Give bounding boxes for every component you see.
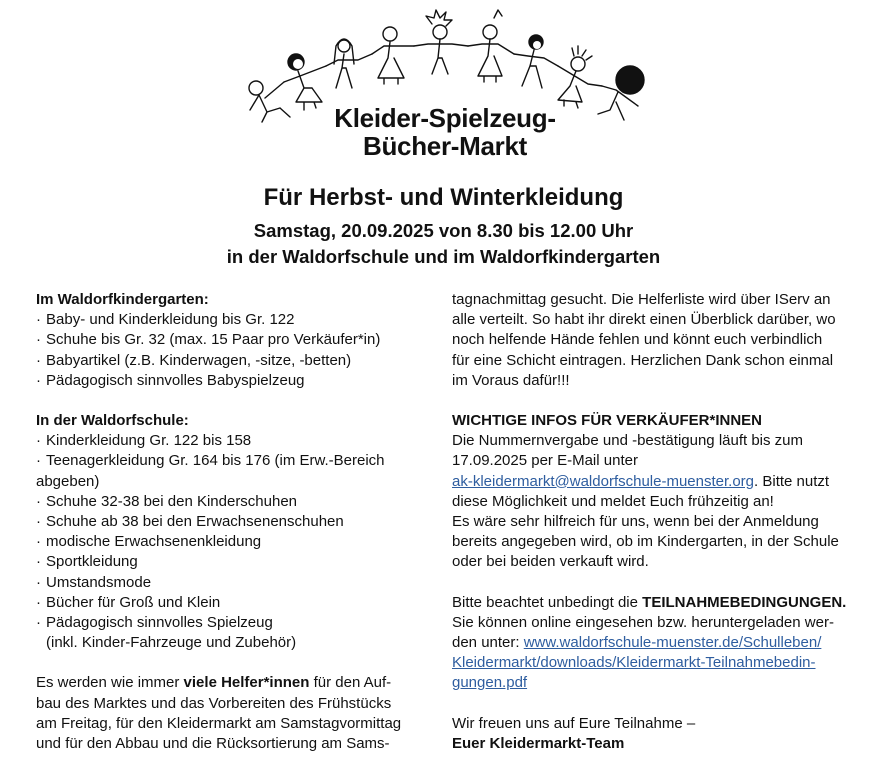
email-link[interactable]: ak-kleidermarkt@waldorfschule-muenster.org [452, 472, 755, 490]
list-item: · Baby- und Kinderkleidung bis Gr. 122 [36, 311, 295, 329]
event-title-line2: Bücher-Markt [363, 131, 527, 161]
child-figure-4 [372, 27, 414, 84]
child-figure-7 [514, 35, 558, 88]
child-figure-5 [414, 10, 468, 74]
schule-section-title: In der Waldorfschule: [36, 412, 189, 430]
conditions-url-link[interactable]: www.waldorfschule-muenster.de/Schulleben/ [523, 634, 822, 652]
left-column [36, 290, 436, 754]
conditions-emphasis: TEILNAHMEBEDINGUNGEN. [642, 593, 847, 611]
child-figure-9 [598, 66, 644, 120]
list-item-continuation: abgeben) [36, 472, 100, 490]
child-figure-6 [468, 10, 514, 82]
seller-info-title: WICHTIGE INFOS FÜR VERKÄUFER*INNEN [452, 412, 763, 430]
list-item: · modische Erwachsenenkleidung [36, 533, 262, 551]
list-item: · Pädagogisch sinnvolles Babyspielzeug [36, 371, 305, 389]
conditions-url-link[interactable]: gungen.pdf [452, 674, 528, 692]
kindergarten-section-title: Im Waldorfkindergarten: [36, 291, 209, 308]
list-item: · Schuhe 32-38 bei den Kinderschuhen [36, 492, 298, 510]
helpers-emphasis: viele Helfer*innen [183, 674, 310, 692]
closing-line: Wir freuen uns auf Eure Teilnahme – [452, 714, 696, 732]
list-item: · Sportkleidung [36, 553, 138, 571]
date-line: Samstag, 20.09.2025 von 8.30 bis 12.00 Uhr [253, 220, 634, 241]
conditions-section: Bitte beachtet unbedingt die TEILNAHMEBEDINGUNGEN. Sie können online eingesehen bzw. heruntergeladen wer- den unter: www.waldorfschule-muenster.de/Schulleben/ Kleidermarkt/downloads/Kleidermarkt-Teilnahmebedin- gungen.pdf [452, 593, 847, 692]
child-figure-1 [249, 81, 290, 122]
conditions-url-link[interactable]: Kleidermarkt/downloads/Kleidermarkt-Teilnahmebedin- [452, 654, 816, 672]
headline: Für Herbst- und Winterkleidung [263, 184, 624, 211]
list-item: · Babyartikel (z.B. Kinderwagen, -sitze, -betten) [36, 351, 352, 369]
right-column [452, 290, 862, 754]
list-item: · Umstandsmode [36, 573, 152, 591]
helpers-paragraph: Es werden wie immer viele Helfer*innen für den Auf- bau des Marktes und das Vorbereiten des Frühstücks am Freitag, für den Kleidermarkt am Samstagvormittag und für den Abbau und die Rücksortierung am Sams- [36, 674, 402, 753]
closing-section [452, 714, 862, 754]
event-title [300, 104, 590, 160]
location-line: in der Waldorfschule und im Waldorfkindergarten [226, 246, 661, 267]
list-item: · Teenagerkleidung Gr. 164 bis 176 (im Erw.-Bereich [36, 452, 385, 470]
list-item-continuation: (inkl. Kinder-Fahrzeuge und Zubehör) [46, 634, 297, 652]
helpers-paragraph-continued: tagnachmittag gesucht. Die Helferliste wird über IServ an alle verteilt. So habt ihr direkt einen Überblick darüber, wo noch helfende Hände fehlen und könnt euch verbindlich für eine Schicht eintragen. Herzlichen Dank schon einmal im Voraus dafür!!! [452, 291, 836, 389]
list-item: · Kinderkleidung Gr. 122 bis 158 [36, 432, 252, 450]
seller-info-section: WICHTIGE INFOS FÜR VERKÄUFER*INNEN Die Nummernvergabe und -bestätigung läuft bis zum 17.09.2025 per E-Mail unter ak-kleidermarkt@waldorfschule-muenster.org. Bitte nutzt diese Möglichkeit und meldet Euch frühzeitig an! Es wäre sehr hilfreich für uns, wenn bei der Anmeldung bereits angegeben wird, ob im Kindergarten, in der Schule oder bei beiden verkauft wird. [452, 411, 862, 573]
child-figure-2 [284, 54, 326, 110]
signature: Euer Kleidermarkt-Team [452, 734, 625, 752]
list-item: · Schuhe ab 38 bei den Erwachsenenschuhen [36, 513, 344, 531]
list-item: · Bücher für Groß und Klein [36, 593, 221, 611]
child-figure-8 [558, 46, 602, 108]
child-figure-3 [326, 39, 372, 88]
list-item: · Pädagogisch sinnvolles Spielzeug [36, 614, 273, 632]
event-title-line1: Kleider-Spielzeug- [334, 103, 556, 133]
list-item: · Schuhe bis Gr. 32 (max. 15 Paar pro Verkäufer*in) [36, 331, 381, 349]
